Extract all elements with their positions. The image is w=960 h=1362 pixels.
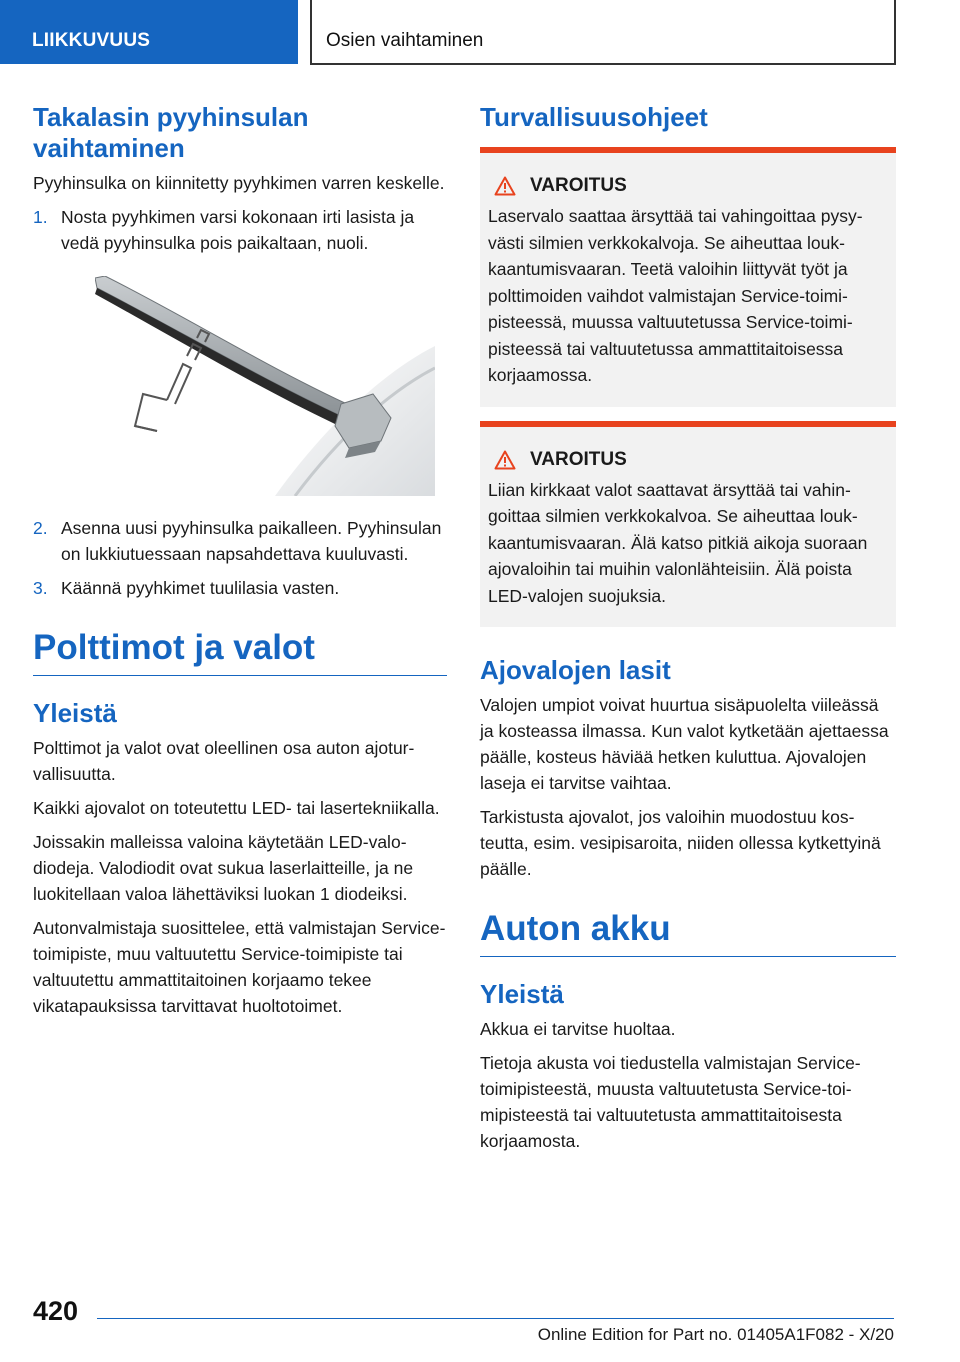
battery-heading: Auton akku [480, 908, 896, 957]
wiper-blade-illustration [95, 276, 435, 496]
step-number: 1. [33, 207, 48, 227]
section-tab: LIIKKUVUUS [0, 0, 298, 64]
general-paragraph: Polttimot ja valot ovat oleellinen osa auton ajoturvallisuutta. [33, 738, 415, 784]
wiper-intro: Pyyhinsulka on kiinnitetty pyyhkimen varren keskelle. [33, 173, 445, 193]
step-text: Käännä pyyhkimet tuulilasia vasten. [61, 578, 340, 598]
warning-triangle-icon [494, 450, 516, 470]
headlight-paragraph: Tarkistusta ajovalot, jos valoihin muodostuu kosteutta, esim. vesipisaroita, niiden ollessa kytkettyinä päälle. [480, 807, 881, 879]
headlight-paragraph: Valojen umpiot voivat huurtua sisäpuolelta viileässä ja kosteassa ilmassa. Kun valot kytketään ajettaessa päälle, kosteus häviää hetken kuluttua. Ajovalojen laseja ei tarvitse vaihtaa. [480, 695, 889, 793]
warning-text: Liian kirkkaat valot saattavat ärsyttää tai vahingoittaa silmien verkkokalvoa. Se aiheuttaa loukkaantumisvaaran. Älä katso pitkiä aikoja suoraan ajovaloihin tai muihin valonlähteisiin. Älä poista LED-valojen suojuksia. [488, 479, 868, 606]
battery-paragraph: Tietoja akusta voi tiedustella valmistajan Service-toimipisteestä, muusta valtuutetusta Service-toimipisteestä tai valtuutetusta ammattitaitoisesta korjaamosta. [480, 1053, 861, 1151]
general-paragraph: Kaikki ajovalot on toteutettu LED- tai lasertekniikalla. [33, 798, 440, 818]
headlight-heading: Ajovalojen lasit [480, 655, 671, 685]
general-paragraph: Joissakin malleissa valoina käytetään LED-valodiodeja. Valodiodit ovat sukua laserlaitteille, ja ne luokitellaan valoa lähettäviksi luokan 1 diodeiksi. [33, 832, 414, 904]
general-heading: Yleistä [33, 698, 117, 728]
general-paragraph: Autonvalmistaja suosittelee, että valmistajan Service-toimipiste, muu valtuutettu Service-toimipiste tai valtuutettu ammattitaitoinen korjaamo tekee vikatapauksissa tarvittavat huoltotoimet. [33, 918, 446, 1016]
wiper-arm [95, 276, 347, 416]
warning-triangle-icon [494, 176, 516, 196]
step-item [33, 575, 447, 601]
step-number: 2. [33, 518, 48, 538]
step-text: Nosta pyyhkimen varsi kokonaan irti lasista ja vedä pyyhinsulka pois paikaltaan, nuoli. [61, 207, 415, 253]
warning-title-row [488, 449, 888, 471]
left-column [33, 102, 447, 1027]
right-column [480, 102, 896, 1162]
step-item [33, 515, 447, 567]
warning-title-row [488, 175, 888, 197]
wiper-heading: Takalasin pyyhinsulan vaihtaminen [33, 102, 309, 163]
warning-box [480, 421, 896, 628]
warning-title: VAROITUS [530, 448, 627, 470]
warning-text: Laservalo saattaa ärsyttää tai vahingoittaa pysyvästi silmien verkkokalvoja. Se aiheuttaa loukkaantumisvaaran. Teetä valoihin liittyvät työt ja polttimoiden vaihdot valmistajan Service-toimipisteessä, muussa valtuutetussa Service-toimipisteessä tai valtuutetussa ammattitaitoisessa korjaamossa. [488, 206, 863, 385]
bulbs-heading: Polttimot ja valot [33, 627, 447, 676]
wiper-rubber [95, 288, 341, 424]
battery-general-heading: Yleistä [480, 979, 564, 1009]
step-item [33, 204, 447, 256]
warning-title: VAROITUS [530, 175, 627, 196]
subsection-title: Osien vaihtaminen [310, 0, 896, 65]
page-number: 420 [33, 1296, 79, 1326]
step-text: Asenna uusi pyyhinsulka paikalleen. Pyyhinsulan on lukkiutuessaan napsahdettava kuuluvasti. [61, 518, 442, 564]
safety-heading: Turvallisuusohjeet [480, 102, 708, 132]
footer-edition: Online Edition for Part no. 01405A1F082 - X/20 [97, 1318, 894, 1345]
battery-paragraph: Akkua ei tarvitse huoltaa. [480, 1019, 676, 1039]
warning-box [480, 147, 896, 407]
step-number: 3. [33, 578, 48, 598]
